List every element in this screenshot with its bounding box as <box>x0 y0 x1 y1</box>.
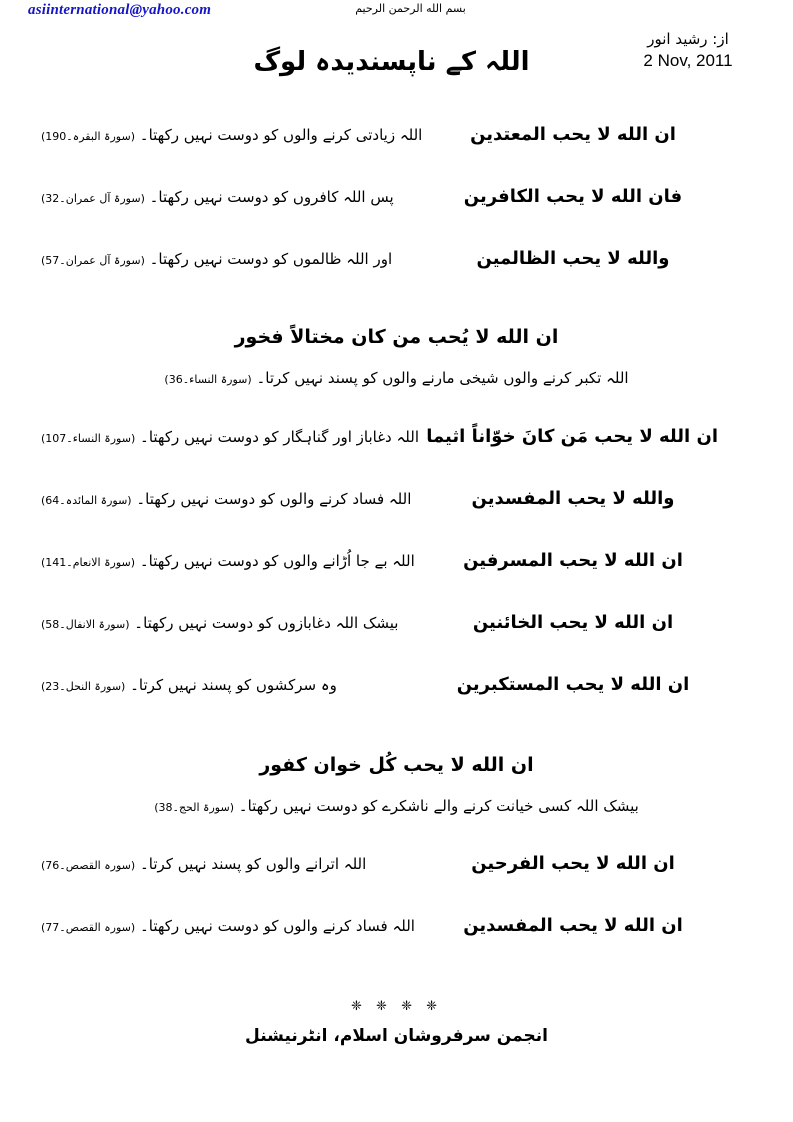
bismillah-line <box>0 3 793 15</box>
bismillah-text: بسم الله الرحمن الرحيم <box>355 2 466 15</box>
urdu-text: اللہ فساد کرنے والوں کو دوست نہیں رکھتا۔ <box>139 916 415 935</box>
verse-row <box>0 909 793 971</box>
urdu-text: اللہ اترانے والوں کو پسند نہیں کرتا۔ <box>139 854 367 873</box>
urdu-translation <box>41 250 441 269</box>
urdu-translation <box>41 614 441 633</box>
arabic-verse: ان الله لا يُحب من كان مختالاً فخور <box>234 326 559 348</box>
verse-list <box>0 118 793 1122</box>
arabic-verse: ان الله لا يحب المسرفين <box>463 550 683 572</box>
page-title <box>0 48 793 78</box>
urdu-translation <box>0 797 793 817</box>
urdu-text: اللہ تکبر کرنے والوں شیخی مارنے والوں کو پسند نہیں کرتا۔ <box>256 368 629 387</box>
surah-reference: (سورۃ الانفال۔58) <box>41 618 130 632</box>
arabic-verse: ان الله لا يحب المستكبرين <box>456 674 690 696</box>
verse-row <box>0 482 793 544</box>
urdu-text: اور اللہ ظالموں کو دوست نہیں رکھتا۔ <box>149 250 393 268</box>
urdu-translation <box>41 188 441 207</box>
surah-reference: (سورۃ المائدہ۔64) <box>41 494 132 508</box>
surah-reference: (سورہ القصص۔77) <box>41 920 136 934</box>
urdu-translation <box>41 490 441 509</box>
verse-row <box>0 242 793 304</box>
verse-row <box>0 847 793 909</box>
urdu-translation <box>0 369 793 389</box>
surah-reference: (سورۃ آل عمران۔57) <box>41 254 145 267</box>
urdu-translation <box>41 428 441 447</box>
surah-reference: (سورۃ النساء۔107) <box>41 432 136 446</box>
arabic-verse: والله لا يحب الظالمين <box>476 248 670 269</box>
urdu-text: اللہ زیادتی کرنے والوں کو دوست نہیں رکھتا۔ <box>139 126 423 144</box>
urdu-translation <box>41 855 441 874</box>
urdu-text: پس اللہ کافروں کو دوست نہیں رکھتا۔ <box>149 188 394 206</box>
surah-reference: (سورۃ البقرہ۔190) <box>41 130 135 143</box>
arabic-verse: ان الله لا يحب المعتدين <box>470 124 676 145</box>
publication-date: 2 Nov, 2011 <box>643 50 733 70</box>
urdu-text: اللہ دغاباز اور گناہگار کو دوست نہیں رکھتا۔ <box>140 428 419 447</box>
verse-row <box>0 606 793 668</box>
surah-reference: (سورۃ الانعام۔141) <box>41 556 136 570</box>
urdu-text: وہ سرکشوں کو پسند نہیں کرتا۔ <box>130 676 337 695</box>
author-name: از: رشید انور <box>647 30 729 48</box>
urdu-text: اللہ فساد کرنے والوں کو دوست نہیں رکھتا۔ <box>136 490 412 509</box>
arabic-verse: ان الله لا يحب المفسدين <box>463 914 683 936</box>
surah-reference: (سورۃ النحل۔23) <box>41 680 126 694</box>
urdu-text: اللہ بے جا اُڑانے والوں کو دوست نہیں رکھتا۔ <box>139 552 415 571</box>
arabic-verse: ان الله لا يحب الفرحين <box>471 852 675 874</box>
arabic-verse: ان الله لا يحب مَن كانَ خوّاناً اثيما <box>426 426 718 448</box>
surah-reference: (سورۃ الحج۔38) <box>154 801 234 815</box>
urdu-translation <box>41 917 441 936</box>
verse-row <box>0 668 793 730</box>
urdu-text: بیشک اللہ دغابازوں کو دوست نہیں رکھتا۔ <box>134 614 399 633</box>
urdu-translation <box>41 676 441 695</box>
urdu-translation <box>41 552 441 571</box>
organization-name: انجمن سرفروشان اسلام، انٹرنیشنل <box>245 1026 548 1046</box>
email-address[interactable]: asiinternational@yahoo.com <box>28 2 212 18</box>
verse-row <box>0 180 793 242</box>
arabic-verse: ان الله لا يحب كُل خوان كفور <box>259 754 534 777</box>
urdu-text: بیشک اللہ کسی خیانت کرنے والے ناشکرے کو دوست نہیں رکھتا۔ <box>238 797 639 816</box>
page-footer <box>0 1000 793 1046</box>
page-title-text: اللہ کے ناپسندیدہ لوگ <box>253 47 530 77</box>
centered-verse-block <box>0 326 793 388</box>
centered-verse-block <box>0 754 793 816</box>
surah-reference: (سورۃ آل عمران۔32) <box>41 192 145 205</box>
surah-reference: (سورۃ النساء۔36) <box>164 372 252 386</box>
arabic-verse: والله لا يحب المفسدين <box>471 488 675 510</box>
verse-row <box>0 118 793 180</box>
arabic-verse: فان الله لا يحب الكافرين <box>463 186 683 207</box>
urdu-translation <box>41 126 441 145</box>
star-ornament-icon: ❈ ❈ ❈ ❈ <box>351 999 442 1014</box>
verse-row <box>0 544 793 606</box>
verse-row <box>0 420 793 482</box>
arabic-verse: ان الله لا يحب الخائنين <box>472 612 674 634</box>
surah-reference: (سورہ القصص۔76) <box>41 858 136 872</box>
